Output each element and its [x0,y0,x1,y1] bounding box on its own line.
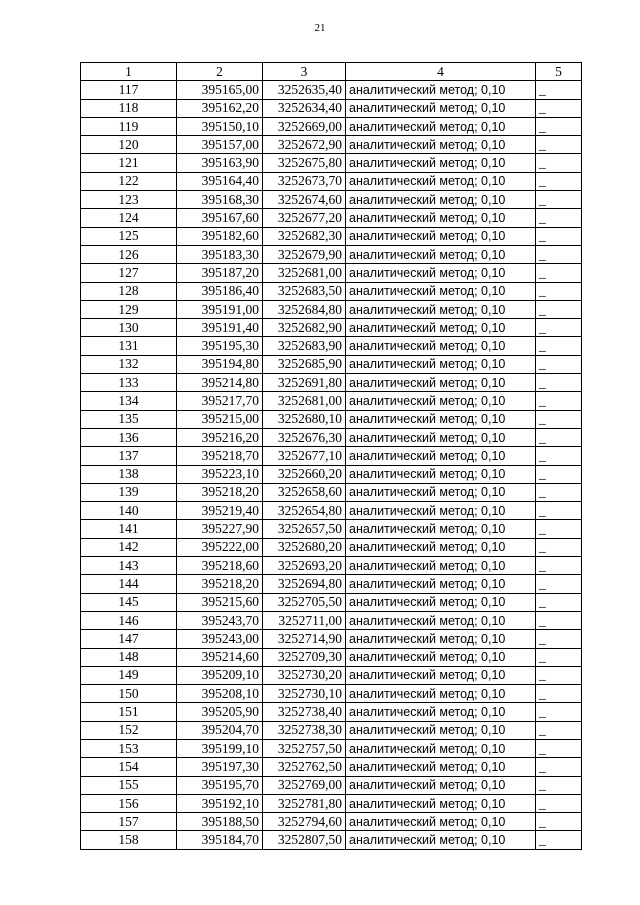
coordinates-table [80,62,582,850]
method-cell: аналитический метод; 0,10 [346,813,536,831]
table-row [81,593,582,611]
point-number-cell: 126 [81,245,177,263]
y-coordinate-cell: 3252635,40 [263,81,346,99]
x-coordinate-cell: 395186,40 [177,282,263,300]
point-number-cell: 151 [81,703,177,721]
method-cell: аналитический метод; 0,10 [346,355,536,373]
point-number-cell: 132 [81,355,177,373]
x-coordinate-cell: 395191,40 [177,319,263,337]
note-cell: _ [536,282,582,300]
method-cell: аналитический метод; 0,10 [346,374,536,392]
method-cell: аналитический метод; 0,10 [346,227,536,245]
table-row [81,355,582,373]
x-coordinate-cell: 395208,10 [177,685,263,703]
method-cell: аналитический метод; 0,10 [346,593,536,611]
note-cell: _ [536,227,582,245]
point-number-cell: 121 [81,154,177,172]
method-cell: аналитический метод; 0,10 [346,282,536,300]
x-coordinate-cell: 395162,20 [177,99,263,117]
x-coordinate-cell: 395243,70 [177,611,263,629]
y-coordinate-cell: 3252680,10 [263,410,346,428]
column-header: 3 [263,63,346,81]
method-cell: аналитический метод; 0,10 [346,99,536,117]
note-cell: _ [536,703,582,721]
x-coordinate-cell: 395214,60 [177,648,263,666]
table-row [81,465,582,483]
point-number-cell: 145 [81,593,177,611]
table-row [81,81,582,99]
x-coordinate-cell: 395223,10 [177,465,263,483]
y-coordinate-cell: 3252762,50 [263,758,346,776]
note-cell: _ [536,776,582,794]
method-cell: аналитический метод; 0,10 [346,703,536,721]
y-coordinate-cell: 3252660,20 [263,465,346,483]
y-coordinate-cell: 3252738,30 [263,721,346,739]
y-coordinate-cell: 3252693,20 [263,557,346,575]
point-number-cell: 131 [81,337,177,355]
note-cell: _ [536,611,582,629]
point-number-cell: 147 [81,630,177,648]
method-cell: аналитический метод; 0,10 [346,136,536,154]
x-coordinate-cell: 395216,20 [177,428,263,446]
method-cell: аналитический метод; 0,10 [346,117,536,135]
note-cell: _ [536,648,582,666]
note-cell: _ [536,520,582,538]
x-coordinate-cell: 395165,00 [177,81,263,99]
method-cell: аналитический метод; 0,10 [346,648,536,666]
table-row [81,245,582,263]
point-number-cell: 127 [81,264,177,282]
point-number-cell: 118 [81,99,177,117]
table-row [81,300,582,318]
method-cell: аналитический метод; 0,10 [346,666,536,684]
y-coordinate-cell: 3252675,80 [263,154,346,172]
method-cell: аналитический метод; 0,10 [346,465,536,483]
x-coordinate-cell: 395195,30 [177,337,263,355]
table-row [81,611,582,629]
x-coordinate-cell: 395205,90 [177,703,263,721]
method-cell: аналитический метод; 0,10 [346,776,536,794]
y-coordinate-cell: 3252691,80 [263,374,346,392]
table-row [81,282,582,300]
column-header: 1 [81,63,177,81]
x-coordinate-cell: 395150,10 [177,117,263,135]
y-coordinate-cell: 3252634,40 [263,99,346,117]
method-cell: аналитический метод; 0,10 [346,611,536,629]
method-cell: аналитический метод; 0,10 [346,337,536,355]
point-number-cell: 149 [81,666,177,684]
note-cell: _ [536,245,582,263]
method-cell: аналитический метод; 0,10 [346,502,536,520]
x-coordinate-cell: 395157,00 [177,136,263,154]
note-cell: _ [536,355,582,373]
note-cell: _ [536,813,582,831]
point-number-cell: 157 [81,813,177,831]
table-row [81,428,582,446]
table-row [81,703,582,721]
note-cell: _ [536,99,582,117]
page-number: 21 [314,22,326,34]
table-row [81,154,582,172]
y-coordinate-cell: 3252730,20 [263,666,346,684]
y-coordinate-cell: 3252685,90 [263,355,346,373]
table-row [81,264,582,282]
table-row [81,648,582,666]
point-number-cell: 124 [81,209,177,227]
table-row [81,117,582,135]
x-coordinate-cell: 395215,60 [177,593,263,611]
table-row [81,831,582,849]
note-cell: _ [536,739,582,757]
method-cell: аналитический метод; 0,10 [346,721,536,739]
point-number-cell: 133 [81,374,177,392]
y-coordinate-cell: 3252807,50 [263,831,346,849]
y-coordinate-cell: 3252657,50 [263,520,346,538]
method-cell: аналитический метод; 0,10 [346,483,536,501]
table-row [81,319,582,337]
point-number-cell: 130 [81,319,177,337]
y-coordinate-cell: 3252781,80 [263,794,346,812]
point-number-cell: 154 [81,758,177,776]
table-row [81,520,582,538]
method-cell: аналитический метод; 0,10 [346,739,536,757]
table-row [81,374,582,392]
x-coordinate-cell: 395218,20 [177,575,263,593]
point-number-cell: 152 [81,721,177,739]
note-cell: _ [536,392,582,410]
y-coordinate-cell: 3252658,60 [263,483,346,501]
y-coordinate-cell: 3252680,20 [263,538,346,556]
method-cell: аналитический метод; 0,10 [346,428,536,446]
x-coordinate-cell: 395168,30 [177,191,263,209]
method-cell: аналитический метод; 0,10 [346,447,536,465]
x-coordinate-cell: 395197,30 [177,758,263,776]
table-row [81,502,582,520]
x-coordinate-cell: 395194,80 [177,355,263,373]
x-coordinate-cell: 395191,00 [177,300,263,318]
y-coordinate-cell: 3252711,00 [263,611,346,629]
note-cell: _ [536,374,582,392]
y-coordinate-cell: 3252694,80 [263,575,346,593]
note-cell: _ [536,557,582,575]
y-coordinate-cell: 3252676,30 [263,428,346,446]
method-cell: аналитический метод; 0,10 [346,630,536,648]
table-row [81,538,582,556]
note-cell: _ [536,538,582,556]
point-number-cell: 150 [81,685,177,703]
note-cell: _ [536,575,582,593]
note-cell: _ [536,337,582,355]
point-number-cell: 139 [81,483,177,501]
note-cell: _ [536,502,582,520]
method-cell: аналитический метод; 0,10 [346,300,536,318]
point-number-cell: 117 [81,81,177,99]
table-row [81,337,582,355]
point-number-cell: 158 [81,831,177,849]
x-coordinate-cell: 395218,70 [177,447,263,465]
table-row [81,483,582,501]
x-coordinate-cell: 395219,40 [177,502,263,520]
note-cell: _ [536,447,582,465]
table-row [81,666,582,684]
x-coordinate-cell: 395183,30 [177,245,263,263]
x-coordinate-cell: 395184,70 [177,831,263,849]
x-coordinate-cell: 395164,40 [177,172,263,190]
y-coordinate-cell: 3252672,90 [263,136,346,154]
point-number-cell: 140 [81,502,177,520]
y-coordinate-cell: 3252684,80 [263,300,346,318]
point-number-cell: 146 [81,611,177,629]
method-cell: аналитический метод; 0,10 [346,172,536,190]
note-cell: _ [536,630,582,648]
x-coordinate-cell: 395195,70 [177,776,263,794]
y-coordinate-cell: 3252705,50 [263,593,346,611]
note-cell: _ [536,319,582,337]
point-number-cell: 144 [81,575,177,593]
x-coordinate-cell: 395204,70 [177,721,263,739]
note-cell: _ [536,428,582,446]
method-cell: аналитический метод; 0,10 [346,392,536,410]
note-cell: _ [536,81,582,99]
table-row [81,557,582,575]
y-coordinate-cell: 3252679,90 [263,245,346,263]
method-cell: аналитический метод; 0,10 [346,264,536,282]
x-coordinate-cell: 395163,90 [177,154,263,172]
y-coordinate-cell: 3252794,60 [263,813,346,831]
y-coordinate-cell: 3252674,60 [263,191,346,209]
note-cell: _ [536,465,582,483]
x-coordinate-cell: 395188,50 [177,813,263,831]
point-number-cell: 136 [81,428,177,446]
y-coordinate-cell: 3252654,80 [263,502,346,520]
method-cell: аналитический метод; 0,10 [346,831,536,849]
note-cell: _ [536,264,582,282]
note-cell: _ [536,685,582,703]
table-header-row [81,63,582,81]
point-number-cell: 142 [81,538,177,556]
x-coordinate-cell: 395187,20 [177,264,263,282]
y-coordinate-cell: 3252683,90 [263,337,346,355]
table-row [81,136,582,154]
point-number-cell: 125 [81,227,177,245]
y-coordinate-cell: 3252673,70 [263,172,346,190]
x-coordinate-cell: 395217,70 [177,392,263,410]
method-cell: аналитический метод; 0,10 [346,520,536,538]
y-coordinate-cell: 3252681,00 [263,264,346,282]
table-row [81,739,582,757]
y-coordinate-cell: 3252757,50 [263,739,346,757]
x-coordinate-cell: 395218,60 [177,557,263,575]
point-number-cell: 137 [81,447,177,465]
method-cell: аналитический метод; 0,10 [346,154,536,172]
table-body [81,81,582,849]
y-coordinate-cell: 3252669,00 [263,117,346,135]
point-number-cell: 120 [81,136,177,154]
column-header: 5 [536,63,582,81]
x-coordinate-cell: 395222,00 [177,538,263,556]
note-cell: _ [536,209,582,227]
method-cell: аналитический метод; 0,10 [346,410,536,428]
y-coordinate-cell: 3252681,00 [263,392,346,410]
x-coordinate-cell: 395192,10 [177,794,263,812]
note-cell: _ [536,666,582,684]
table-row [81,575,582,593]
y-coordinate-cell: 3252730,10 [263,685,346,703]
note-cell: _ [536,593,582,611]
column-header: 2 [177,63,263,81]
y-coordinate-cell: 3252677,10 [263,447,346,465]
y-coordinate-cell: 3252682,90 [263,319,346,337]
note-cell: _ [536,410,582,428]
note-cell: _ [536,136,582,154]
x-coordinate-cell: 395215,00 [177,410,263,428]
method-cell: аналитический метод; 0,10 [346,538,536,556]
method-cell: аналитический метод; 0,10 [346,319,536,337]
note-cell: _ [536,483,582,501]
table-row [81,392,582,410]
table-row [81,172,582,190]
method-cell: аналитический метод; 0,10 [346,685,536,703]
y-coordinate-cell: 3252677,20 [263,209,346,227]
point-number-cell: 138 [81,465,177,483]
method-cell: аналитический метод; 0,10 [346,794,536,812]
table-row [81,794,582,812]
point-number-cell: 128 [81,282,177,300]
note-cell: _ [536,721,582,739]
point-number-cell: 156 [81,794,177,812]
x-coordinate-cell: 395199,10 [177,739,263,757]
x-coordinate-cell: 395214,80 [177,374,263,392]
point-number-cell: 122 [81,172,177,190]
point-number-cell: 153 [81,739,177,757]
note-cell: _ [536,758,582,776]
table-row [81,209,582,227]
x-coordinate-cell: 395243,00 [177,630,263,648]
y-coordinate-cell: 3252683,50 [263,282,346,300]
note-cell: _ [536,831,582,849]
x-coordinate-cell: 395167,60 [177,209,263,227]
y-coordinate-cell: 3252682,30 [263,227,346,245]
y-coordinate-cell: 3252769,00 [263,776,346,794]
x-coordinate-cell: 395218,20 [177,483,263,501]
method-cell: аналитический метод; 0,10 [346,209,536,227]
table-row [81,191,582,209]
point-number-cell: 119 [81,117,177,135]
y-coordinate-cell: 3252738,40 [263,703,346,721]
table-row [81,758,582,776]
method-cell: аналитический метод; 0,10 [346,758,536,776]
point-number-cell: 129 [81,300,177,318]
point-number-cell: 148 [81,648,177,666]
table-row [81,721,582,739]
x-coordinate-cell: 395227,90 [177,520,263,538]
table-row [81,776,582,794]
column-header: 4 [346,63,536,81]
note-cell: _ [536,191,582,209]
note-cell: _ [536,172,582,190]
point-number-cell: 155 [81,776,177,794]
x-coordinate-cell: 395209,10 [177,666,263,684]
x-coordinate-cell: 395182,60 [177,227,263,245]
table-row [81,630,582,648]
note-cell: _ [536,794,582,812]
table-row [81,99,582,117]
method-cell: аналитический метод; 0,10 [346,245,536,263]
method-cell: аналитический метод; 0,10 [346,191,536,209]
method-cell: аналитический метод; 0,10 [346,575,536,593]
y-coordinate-cell: 3252714,90 [263,630,346,648]
method-cell: аналитический метод; 0,10 [346,557,536,575]
note-cell: _ [536,154,582,172]
point-number-cell: 134 [81,392,177,410]
point-number-cell: 143 [81,557,177,575]
y-coordinate-cell: 3252709,30 [263,648,346,666]
table-row [81,447,582,465]
point-number-cell: 141 [81,520,177,538]
point-number-cell: 123 [81,191,177,209]
note-cell: _ [536,300,582,318]
method-cell: аналитический метод; 0,10 [346,81,536,99]
table-row [81,813,582,831]
point-number-cell: 135 [81,410,177,428]
table-row [81,410,582,428]
note-cell: _ [536,117,582,135]
table-row [81,227,582,245]
table-row [81,685,582,703]
